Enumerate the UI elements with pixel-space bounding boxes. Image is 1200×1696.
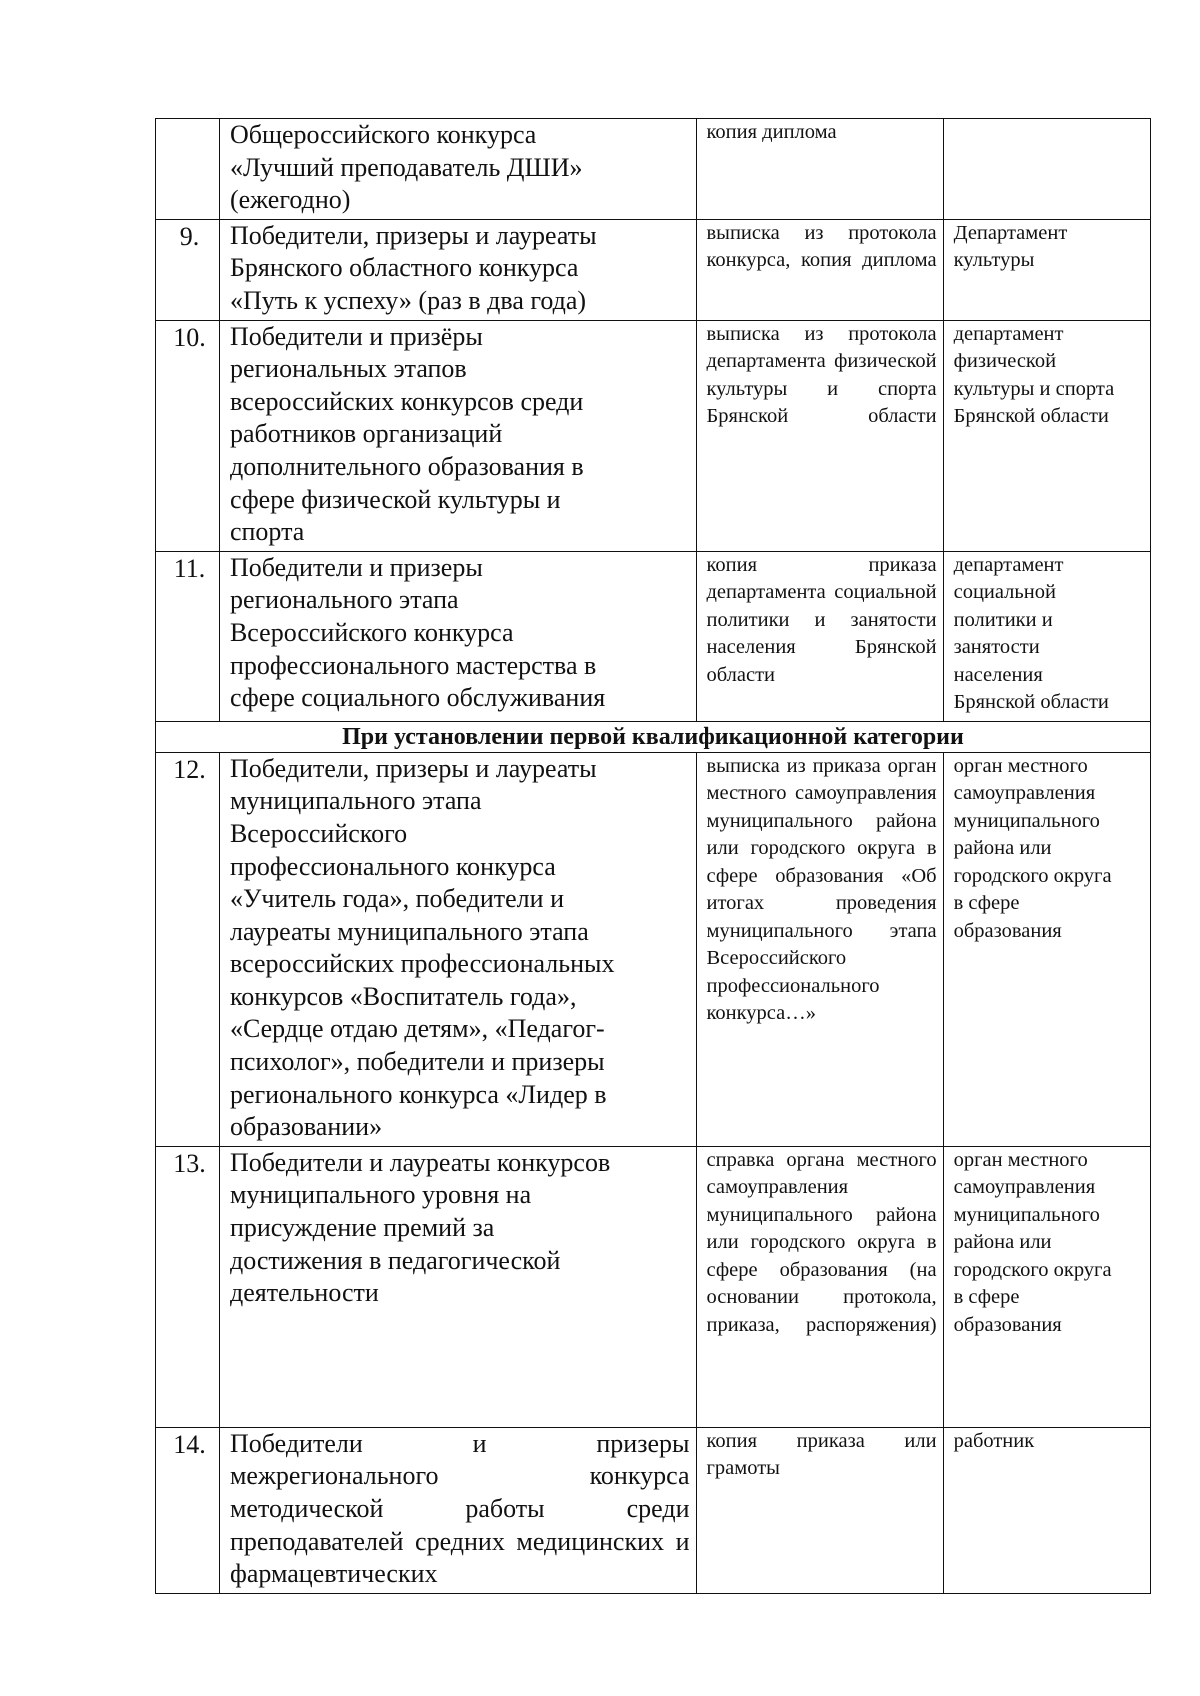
issuer-text: работник (953, 1429, 1035, 1452)
table-row (156, 119, 1151, 220)
document-text: выписка из протокола конкурса, копия диплома (706, 221, 937, 272)
row-number-cell (156, 119, 220, 220)
document-text: справка органа местного самоуправления муниципального района или городского округа в сфере образования (на основании протокола, приказа, распоряжения) (706, 1148, 937, 1336)
row-number-cell (156, 320, 220, 551)
criterion-text: Общероссийского конкурса «Лучший преподаватель ДШИ» (ежегодно) (229, 120, 583, 215)
criterion-text: Победители, призеры и лауреаты муниципального этапа Всероссийского профессионального конкурса «Учитель года», победители и лауреаты муниципального этапа всероссийских профессиональных конкурсов «Воспитатель года», «Сердце отдаю детям», «Педагог- психолог», победители и призеры регионального конкурса «Лидер в образовании» (229, 753, 615, 1142)
document-cell (696, 320, 943, 551)
criterion-text: Победители и призеры регионального этапа Всероссийского конкурса профессионального мастерства в сфере социального обслуживания (229, 552, 606, 713)
criterion-cell (219, 1146, 696, 1427)
row-number: 10. (173, 322, 206, 352)
criterion-cell (219, 1427, 696, 1593)
row-number-cell (156, 1146, 220, 1427)
document-cell (696, 551, 943, 721)
row-number: 14. (173, 1429, 206, 1459)
document-text: копия приказа или грамоты (706, 1429, 937, 1480)
criterion-cell (219, 320, 696, 551)
issuer-text: орган местного самоуправления муниципального района или городского округа в сфере образования (953, 1148, 1112, 1336)
table-row (156, 1427, 1151, 1593)
row-number-cell (156, 219, 220, 320)
document-cell (696, 1427, 943, 1593)
issuer-text: Департамент культуры (953, 221, 1068, 272)
row-number (166, 119, 213, 120)
row-number-cell (156, 551, 220, 721)
issuer-text: департамент физической культуры и спорта Брянской области (953, 322, 1115, 428)
issuer-text: орган местного самоуправления муниципального района или городского округа в сфере образования (953, 754, 1112, 942)
section-heading-cell (156, 721, 1151, 752)
row-number: 11. (173, 553, 206, 583)
document-text: выписка из приказа орган местного самоуправления муниципального района или городского округа в сфере образования «Об итогах проведения муниципального этапа Всероссийского профессионального конкурса…» (706, 754, 937, 1025)
table-row (156, 551, 1151, 721)
row-number: 9. (179, 221, 200, 251)
criterion-text: Победители и призёры региональных этапов всероссийских конкурсов среди работников организаций дополнительного образования в сфере физической культуры и спорта (229, 321, 584, 547)
row-number-cell (156, 752, 220, 1146)
table-row (156, 1146, 1151, 1427)
table-row (156, 219, 1151, 320)
issuer-cell (943, 1146, 1150, 1427)
criterion-text: Победители, призеры и лауреаты Брянского областного конкурса «Путь к успеху» (раз в два года) (229, 220, 597, 315)
criterion-text: Победители и лауреаты конкурсов муниципального уровня на присуждение премий за достижения в педагогической деятельности (229, 1147, 611, 1308)
criterion-cell (219, 219, 696, 320)
row-number: 12. (173, 754, 206, 784)
issuer-cell (943, 219, 1150, 320)
table-row (156, 320, 1151, 551)
issuer-cell (943, 320, 1150, 551)
issuer-cell (943, 1427, 1150, 1593)
criterion-text: Победители и призеры межрегионального конкурса методической работы среди преподавателей средних медицинских и фармацевтических (229, 1428, 690, 1589)
document-text: копия приказа департамента социальной политики и занятости населения Брянской области (706, 553, 937, 686)
criterion-cell (219, 119, 696, 220)
section-heading: При установлении первой квалификационной категории (342, 723, 964, 750)
document-cell (696, 219, 943, 320)
document-cell (696, 119, 943, 220)
table-row (156, 752, 1151, 1146)
row-number-cell (156, 1427, 220, 1593)
criterion-cell (219, 752, 696, 1146)
issuer-cell (943, 551, 1150, 721)
row-number: 13. (173, 1148, 206, 1178)
criterion-cell (219, 551, 696, 721)
issuer-text: департамент социальной политики и занятости населения Брянской области (953, 553, 1109, 714)
section-heading-row (156, 721, 1151, 752)
criteria-table (155, 118, 1151, 1594)
document-text: выписка из протокола департамента физической культуры и спорта Брянской области (706, 322, 937, 428)
document-text: копия диплома (706, 121, 837, 143)
issuer-cell (943, 119, 1150, 220)
issuer-cell (943, 752, 1150, 1146)
document-cell (696, 1146, 943, 1427)
document-cell (696, 752, 943, 1146)
